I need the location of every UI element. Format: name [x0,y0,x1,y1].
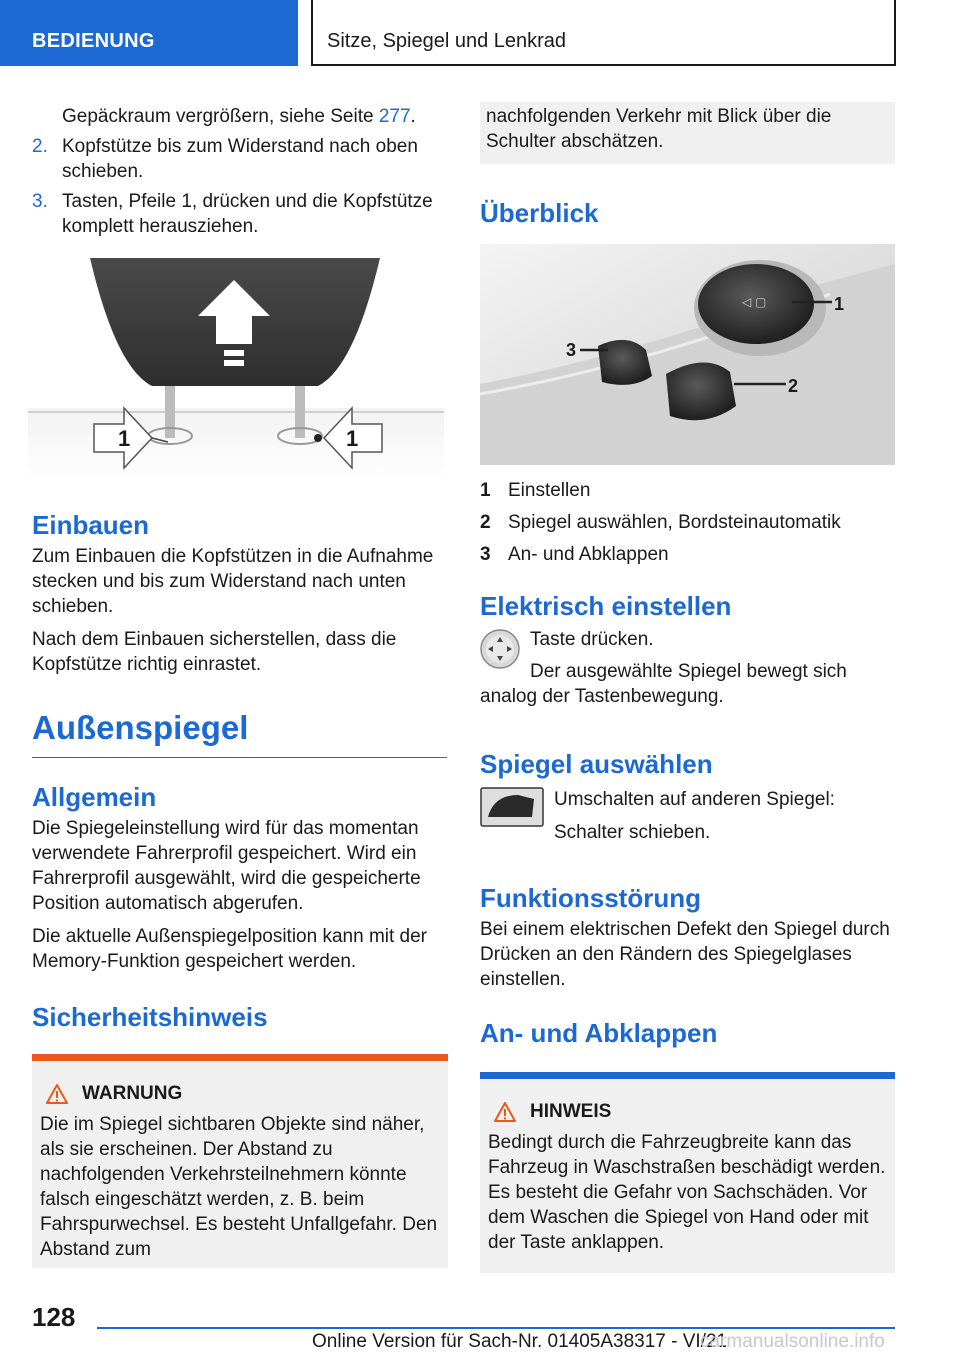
warning-icon [46,1084,68,1104]
headrest-illustration [28,258,444,480]
step-number: 3. [32,191,48,212]
watermark: carmanualsonline.info [700,1331,885,1352]
paragraph: Zum Einbauen die Kopfstützen in die Aufnahme stecken und bis zum Widerstand nach unten schieben. [32,546,434,617]
left-column [32,104,448,239]
paragraph: Nach dem Einbauen sicherstellen, dass die Kopfstütze richtig einrastet. [32,629,397,675]
heading-spiegel-auswaehlen: Spiegel auswählen [480,749,713,779]
right-column [480,102,895,228]
notice-bar [480,1072,895,1079]
step-text: Gepäckraum vergrößern, siehe Seite [62,106,379,127]
footer-rule [97,1327,895,1329]
warning-title: WARNUNG [82,1083,183,1104]
heading-funktionsstoerung: Funktionsstörung [480,883,701,913]
warning-text: Die im Spiegel sichtbaren Objekte sind näher, als sie erscheinen. Der Abstand zu nachfolgenden Verkehrsteilnehmern könnte falsch eingeschätzt werden, z. B. beim Fahrspurwechsel. Es besteht Unfallgefahr. Den Abstand zum [40,1114,438,1260]
step-text: Tasten, Pfeile 1, drücken und die Kopfstütze komplett herausziehen. [62,191,433,237]
heading-an-und-abklappen: An- und Abklappen [480,1018,718,1048]
figure-label: 2 [788,376,799,396]
notice-title: HINWEIS [530,1101,612,1122]
legend-number: 1 [480,480,491,501]
heading-ueberblick: Überblick [480,198,599,228]
chapter-title: Sitze, Spiegel und Lenkrad [327,30,567,52]
left-column-content [32,510,448,1268]
step-text: Kopfstütze bis zum Widerstand nach oben schieben. [62,136,418,182]
section-title: BEDIENUNG [32,30,155,52]
paragraph: Die Spiegeleinstellung wird für das momentan verwendete Fahrerprofil gespeichert. Wird ein Fahrerprofil ausgewählt, wird die gespeicherte Position automatisch abgerufen. [32,818,421,914]
paragraph: Bei einem elektrischen Defekt den Spiegel durch Drücken an den Rändern des Spiegelglases einstellen. [480,919,890,990]
paragraph: Die aktuelle Außenspiegelposition kann mit der Memory-Funktion gespeichert werden. [32,926,428,972]
mirror-controls-figure [480,244,895,465]
legend-item [480,510,895,535]
heading-allgemein: Allgemein [32,782,157,812]
warning-continued [480,102,895,164]
chapter-header [311,0,896,66]
paragraph: Schalter schieben. [554,822,711,843]
warning-text: nachfolgenden Verkehr mit Blick über die Schulter abschätzen. [486,106,832,152]
paragraph: Der ausgewählte Spiegel bewegt sich analog der Tastenbewegung. [480,661,847,707]
heading-elektrisch: Elektrisch einstellen [480,591,732,621]
list-item [32,189,448,239]
notice-box [480,1072,895,1273]
notice-icon [494,1102,516,1122]
section-tab [0,0,298,66]
legend-number: 2 [480,512,491,533]
figure-label: 1 [118,426,131,451]
figure-label: 1 [834,294,845,314]
legend-item [480,478,895,503]
paragraph: Umschalten auf anderen Spiegel: [554,789,835,810]
footer-text: Online Version für Sach-Nr. 01405A38317 - VI/21 [312,1331,728,1352]
heading-einbauen: Einbauen [32,510,150,540]
mirror-select-switch-icon [480,787,544,827]
mirror-controls-illustration [480,244,895,465]
warning-box [32,1054,448,1268]
heading-sicherheitshinweis: Sicherheitshinweis [32,1002,268,1032]
headrest-figure [28,258,444,480]
figure-label: 1 [346,426,359,451]
list-item [32,134,448,184]
warning-bar [32,1054,448,1061]
figure-label: 3 [566,340,577,360]
svg-text:◁ ▢: ◁ ▢ [742,295,767,309]
legend-text: Einstellen [508,480,591,501]
list-item: Gepäckraum vergrößern, siehe Seite 277. [62,106,416,127]
paragraph: Taste drücken. [530,629,654,650]
page-number: 128 [32,1302,76,1332]
legend-item [480,542,895,567]
page-link[interactable]: 277 [378,106,411,127]
adjust-button-icon [480,629,520,669]
legend-number: 3 [480,544,491,565]
heading-rule [32,757,447,758]
legend-text: Spiegel auswählen, Bordsteinautomatik [508,512,841,533]
step-number: 2. [32,136,48,157]
right-column-content [480,478,895,1273]
heading-aussenspiegel: Außenspiegel [32,709,249,746]
notice-text: Bedingt durch die Fahrzeugbreite kann das Fahrzeug in Waschstraßen beschädigt werden. Es besteht die Gefahr von Sachschäden. Vor dem Waschen die Spiegel von Hand oder mit der Taste anklappen. [488,1132,886,1253]
legend-text: An- und Abklappen [508,544,669,565]
